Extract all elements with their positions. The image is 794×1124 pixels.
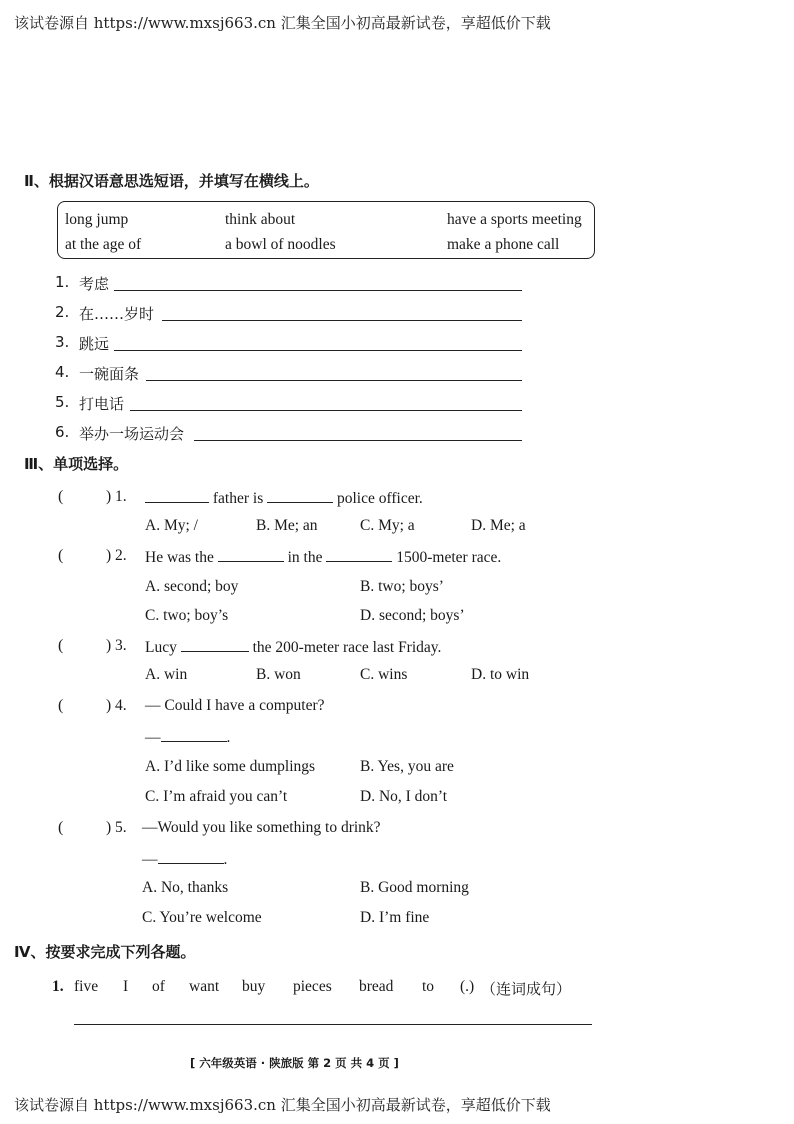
phrase-phone-call: make a phone call (447, 236, 560, 253)
q3-option-c: C. wins (360, 666, 408, 683)
q4-number: ) 4. (106, 697, 127, 714)
q2-stem: He was the in the 1500-meter race. (145, 549, 502, 566)
word-pieces: pieces (293, 978, 332, 995)
answer-blank[interactable] (158, 849, 224, 864)
word-buy: buy (242, 978, 266, 995)
q3-option-b: B. won (256, 666, 301, 683)
q1-stem: father is police officer. (145, 488, 423, 508)
s2-item-4-text: 一碗面条 (79, 365, 140, 383)
answer-blank[interactable] (161, 727, 227, 742)
phrase-long-jump: long jump (65, 211, 129, 228)
q3-stem: Lucy the 200-meter race last Friday. (145, 639, 442, 656)
word-bread: bread (359, 978, 394, 995)
answer-paren[interactable]: ( (58, 488, 64, 505)
word-i: I (123, 978, 129, 995)
s2-item-1-text: 考虑 (79, 275, 110, 293)
word-period: (.) (460, 978, 475, 995)
s2-item-3-num: 3. (55, 333, 70, 351)
q5-number: ) 5. (106, 819, 127, 836)
q1-number: ) 1. (106, 488, 127, 505)
watermark-bottom: 该试卷源自 https://www.mxsj663.cn 汇集全国小初高最新试卷，享超低价下载 (14, 1096, 551, 1114)
word-to: to (422, 978, 435, 995)
answer-blank[interactable] (218, 547, 284, 562)
answer-paren[interactable]: ( (58, 697, 64, 714)
q2-option-d: D. second; boys’ (360, 607, 465, 624)
answer-blank[interactable] (181, 637, 249, 652)
s2-item-4-num: 4. (55, 363, 70, 381)
q5-option-c: C. You’re welcome (142, 909, 262, 926)
section-4-title: Ⅳ、按要求完成下列各题。 (14, 943, 196, 961)
s2-item-2-num: 2. (55, 303, 70, 321)
q3-number: ) 3. (106, 637, 127, 654)
answer-paren[interactable]: ( (58, 637, 64, 654)
s4-q1-number: 1. (52, 978, 64, 995)
section-2-title: Ⅱ、根据汉语意思选短语，并填写在横线上。 (24, 172, 319, 190)
phrase-think-about: think about (225, 211, 296, 228)
q5-option-d: D. I’m fine (360, 909, 430, 926)
s2-item-6-num: 6. (55, 423, 70, 441)
q4-option-a: A. I’d like some dumplings (145, 758, 316, 775)
q3-option-d: D. to win (471, 666, 530, 683)
q4-stem: — Could I have a computer? (145, 697, 325, 714)
q1-option-b: B. Me; an (256, 517, 318, 534)
q2-option-b: B. two; boys’ (360, 578, 444, 595)
answer-line[interactable] (114, 290, 522, 291)
q4-option-b: B. Yes, you are (360, 758, 454, 775)
q1-option-d: D. Me; a (471, 517, 526, 534)
s2-item-3-text: 跳远 (79, 335, 110, 353)
answer-blank[interactable] (326, 547, 392, 562)
q4-response: — . (145, 729, 231, 746)
q3-option-a: A. win (145, 666, 188, 683)
phrase-bowl-of-noodles: a bowl of noodles (225, 236, 336, 253)
q1-option-c: C. My; a (360, 517, 415, 534)
answer-line[interactable] (194, 440, 522, 441)
word-five: five (74, 978, 99, 995)
answer-blank[interactable] (145, 488, 209, 503)
s2-item-6-text: 举办一场运动会 (79, 425, 185, 443)
q4-option-d: D. No, I don’t (360, 788, 448, 805)
answer-line[interactable] (146, 380, 522, 381)
answer-paren[interactable]: ( (58, 547, 64, 564)
word-of: of (152, 978, 165, 995)
q5-option-b: B. Good morning (360, 879, 469, 896)
q1-option-a: A. My; / (145, 517, 198, 534)
q5-response: — . (142, 851, 228, 868)
answer-paren[interactable]: ( (58, 819, 64, 836)
answer-line[interactable] (74, 1024, 592, 1025)
s2-item-5-text: 打电话 (79, 395, 125, 413)
q2-option-c: C. two; boy’s (145, 607, 229, 624)
q2-number: ) 2. (106, 547, 127, 564)
watermark-top: 该试卷源自 https://www.mxsj663.cn 汇集全国小初高最新试卷，享超低价下载 (14, 14, 551, 32)
s2-item-1-num: 1. (55, 273, 70, 291)
phrase-at-the-age-of: at the age of (65, 236, 142, 253)
answer-line[interactable] (162, 320, 522, 321)
q4-option-c: C. I’m afraid you can’t (145, 788, 288, 805)
q5-option-a: A. No, thanks (142, 879, 229, 896)
answer-line[interactable] (130, 410, 522, 411)
answer-line[interactable] (114, 350, 522, 351)
s2-item-2-text: 在……岁时 (79, 305, 155, 323)
q5-stem: —Would you like something to drink? (142, 819, 381, 836)
s2-item-5-num: 5. (55, 393, 70, 411)
q2-option-a: A. second; boy (145, 578, 239, 595)
s4-q1-instruction: （连词成句） (481, 980, 572, 998)
page-footer: [ 六年级英语 · 陕旅版 第 2 页 共 4 页 ] (190, 1056, 399, 1070)
answer-blank[interactable] (267, 488, 333, 503)
section-3-title: Ⅲ、单项选择。 (24, 455, 129, 473)
word-want: want (189, 978, 220, 995)
phrase-sports-meeting: have a sports meeting (447, 211, 582, 228)
